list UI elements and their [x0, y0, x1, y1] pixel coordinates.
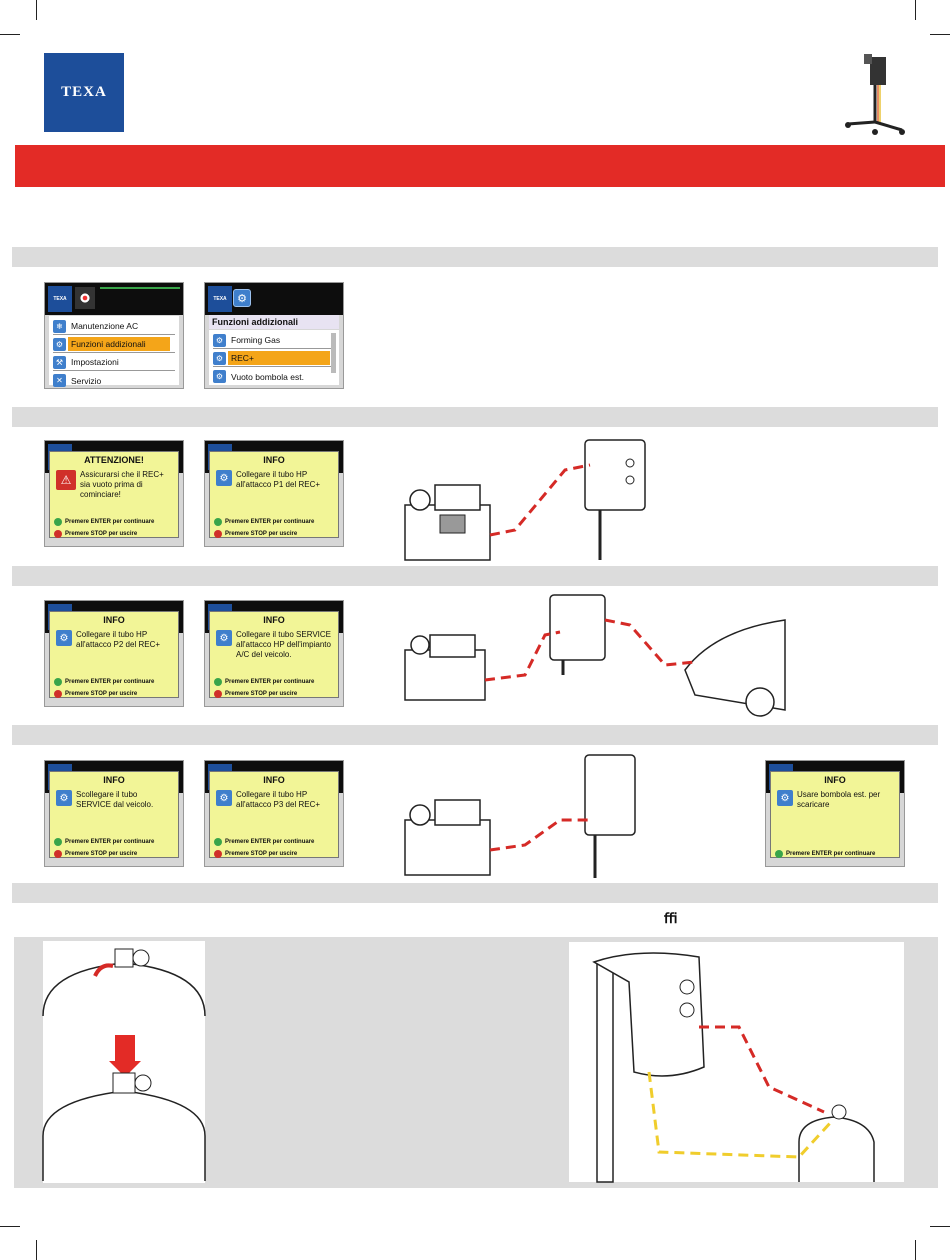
gears-icon: ⚙ [56, 790, 72, 806]
cylinder-illustration [43, 941, 205, 1183]
connection-diagram-service [395, 590, 795, 715]
gears-icon: ⚙ [213, 370, 226, 383]
stop-hint: Premere STOP per uscire [214, 850, 297, 858]
popup-text: Assicurarsi che il REC+ sia vuoto prima di cominciare! [80, 470, 164, 499]
main-menu-screen: TEXA ❄ Manutenzione AC ⚙ Funzioni addizionali ⚒ Impostazioni ✕ Servizio [44, 282, 184, 389]
section-band-1 [12, 247, 938, 267]
info-p3-screen [204, 760, 344, 867]
info-p1-screen [204, 440, 344, 547]
gears-icon: ⚙ [216, 630, 232, 646]
popup-title: INFO [824, 775, 846, 785]
stop-hint: Premere STOP per uscire [54, 850, 137, 858]
menu-item-manutenzione[interactable]: ❄ Manutenzione AC [53, 318, 175, 335]
section-band-3 [12, 566, 938, 586]
stop-hint: Premere STOP per uscire [54, 690, 137, 698]
snowflake-icon: ❄ [53, 320, 66, 333]
stop-hint: Premere STOP per uscire [214, 530, 297, 538]
gears-icon: ⚙ [216, 470, 232, 486]
gears-icon: ⚙ [213, 334, 226, 347]
popup-title: INFO [263, 455, 285, 465]
scrollbar[interactable] [331, 333, 336, 373]
tools-icon: ✕ [53, 374, 66, 387]
stop-hint: Premere STOP per uscire [54, 530, 137, 538]
section-band-5 [12, 883, 938, 903]
enter-hint: Premere ENTER per continuare [54, 838, 154, 846]
status-icon [75, 287, 95, 309]
rec-stand-illustration [840, 52, 910, 142]
info-bombola-screen [765, 760, 905, 867]
popup-title: INFO [263, 615, 285, 625]
connection-diagram-p1 [395, 435, 655, 560]
enter-hint: Premere ENTER per continuare [775, 850, 875, 858]
gears-icon: ⚙ [213, 352, 226, 365]
section-band-4 [12, 725, 938, 745]
menu-item-rec-plus[interactable]: ⚙ REC+ [213, 350, 335, 367]
ligature-text: ﬃ [664, 910, 678, 926]
popup-title: INFO [103, 615, 125, 625]
enter-hint: Premere ENTER per continuare [54, 518, 154, 526]
menu-item-forming-gas[interactable]: ⚙ Forming Gas [213, 332, 335, 349]
gears-icon: ⚙ [233, 289, 251, 307]
popup-title: INFO [103, 775, 125, 785]
popup-text: Collegare il tubo HP all'attacco P2 del REC+ [76, 630, 161, 649]
popup-text: Usare bombola est. per scaricare [797, 790, 881, 809]
gears-icon: ⚙ [216, 790, 232, 806]
wrench-icon: ⚒ [53, 356, 66, 369]
section-band-2 [12, 407, 938, 427]
popup-text: Collegare il tubo HP all'attacco P3 del REC+ [236, 790, 321, 809]
menu-item-impostazioni[interactable]: ⚒ Impostazioni [53, 354, 175, 371]
menu-item-funzioni[interactable]: ⚙ Funzioni addizionali [53, 336, 175, 353]
connection-diagram-p3 [395, 750, 655, 880]
popup-title: ATTENZIONE! [84, 455, 144, 465]
funzioni-header: Funzioni addizionali [209, 315, 339, 329]
enter-hint: Premere ENTER per continuare [214, 838, 314, 846]
gears-icon: ⚙ [56, 630, 72, 646]
enter-hint: Premere ENTER per continuare [214, 678, 314, 686]
rec-cylinder-diagram [569, 942, 904, 1182]
popup-title: INFO [263, 775, 285, 785]
popup-text: Collegare il tubo HP all'attacco P1 del REC+ [236, 470, 321, 489]
enter-hint: Premere ENTER per continuare [54, 678, 154, 686]
warning-icon: ⚠ [56, 470, 76, 490]
popup-text: Scollegare il tubo SERVICE dal veicolo. [76, 790, 154, 809]
gears-icon: ⚙ [777, 790, 793, 806]
title-bar [15, 145, 945, 187]
enter-hint: Premere ENTER per continuare [214, 518, 314, 526]
attenzione-screen [44, 440, 184, 547]
stop-hint: Premere STOP per uscire [214, 690, 297, 698]
menu-item-servizio[interactable]: ✕ Servizio [53, 372, 175, 389]
texa-logo: TEXA [44, 53, 124, 132]
funzioni-menu-screen: TEXA ⚙ Funzioni addizionali ⚙ Forming Gas ⚙ REC+ ⚙ Vuoto bombola est. [204, 282, 344, 389]
info-scollegare-screen [44, 760, 184, 867]
gears-icon: ⚙ [53, 338, 66, 351]
info-service-screen [204, 600, 344, 707]
popup-text: Collegare il tubo SERVICE all'attacco HP dell'impianto A/C del veicolo. [236, 630, 332, 659]
info-p2-screen [44, 600, 184, 707]
menu-item-vuoto-bombola[interactable]: ⚙ Vuoto bombola est. [213, 368, 335, 385]
